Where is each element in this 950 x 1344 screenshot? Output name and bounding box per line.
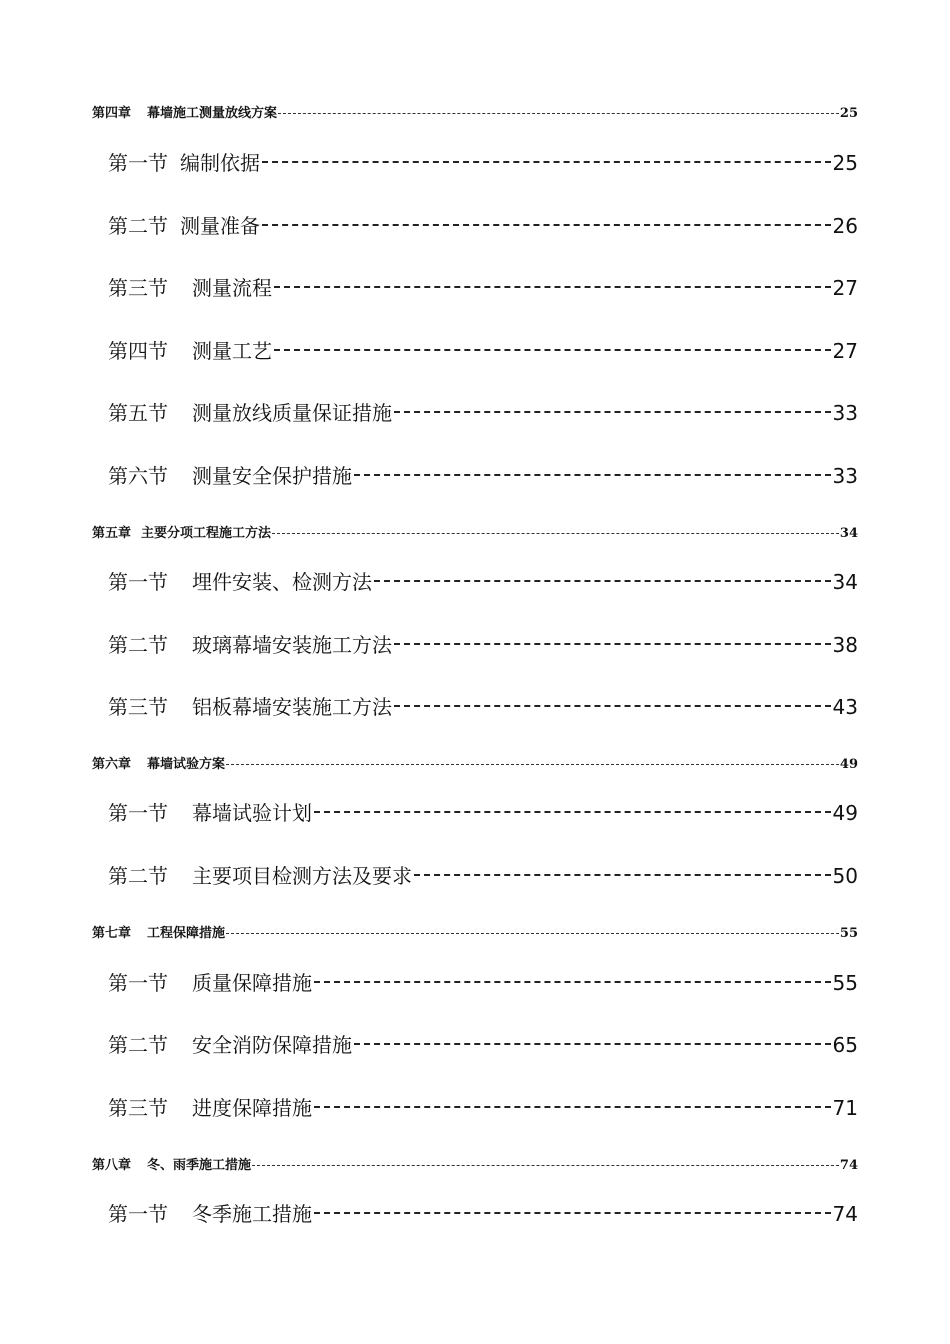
page-number: 26: [832, 214, 858, 238]
toc-section[interactable]: [0, 1029, 950, 1058]
dash-leader: [314, 811, 831, 813]
section-title: 测量准备: [180, 214, 260, 238]
toc-chapter-5[interactable]: [0, 522, 950, 541]
page-number: 34: [832, 570, 858, 594]
page-number: 25: [839, 106, 858, 121]
page-number: 38: [832, 633, 858, 657]
chapter-title: 幕墙施工测量放线方案: [147, 106, 278, 121]
section-number: 第二节: [108, 214, 168, 238]
page-number: 74: [832, 1202, 858, 1226]
section-title: 铝板幕墙安装施工方法: [192, 695, 392, 719]
section-title: 编制依据: [180, 151, 260, 175]
section-number: 第一节: [108, 801, 168, 825]
section-title: 主要项目检测方法及要求: [192, 864, 412, 888]
section-number: 第三节: [108, 276, 168, 300]
section-title: 进度保障措施: [192, 1096, 312, 1120]
toc-section[interactable]: [0, 210, 950, 239]
page-number: 49: [839, 757, 858, 772]
section-title: 测量安全保护措施: [192, 464, 352, 488]
dot-leader: [272, 533, 839, 534]
dot-leader: [252, 1165, 839, 1166]
toc-section[interactable]: [0, 797, 950, 826]
section-title: 埋件安装、检测方法: [192, 570, 372, 594]
page-number: 43: [832, 695, 858, 719]
dash-leader: [354, 474, 831, 476]
toc-section[interactable]: [0, 967, 950, 996]
dot-leader: [278, 113, 839, 114]
chapter-title: 冬、雨季施工措施: [147, 1158, 252, 1173]
chapter-title: 主要分项工程施工方法: [141, 526, 272, 541]
toc-section[interactable]: [0, 460, 950, 489]
chapter-number: 第八章: [92, 1158, 132, 1173]
section-title: 质量保障措施: [192, 971, 312, 995]
toc-section[interactable]: [0, 691, 950, 720]
toc-section[interactable]: [0, 272, 950, 301]
section-number: 第四节: [108, 339, 168, 363]
page-number: 34: [839, 526, 858, 541]
section-number: 第五节: [108, 401, 168, 425]
dash-leader: [314, 981, 831, 983]
toc-section[interactable]: [0, 629, 950, 658]
toc-section[interactable]: [0, 1198, 950, 1227]
page-number: 25: [832, 151, 858, 175]
section-title: 测量放线质量保证措施: [192, 401, 392, 425]
dash-leader: [314, 1106, 831, 1108]
toc-section[interactable]: [0, 397, 950, 426]
dash-leader: [354, 1043, 831, 1045]
section-title: 安全消防保障措施: [192, 1033, 352, 1057]
section-title: 幕墙试验计划: [192, 801, 312, 825]
dash-leader: [262, 161, 831, 163]
chapter-title: 幕墙试验方案: [147, 757, 226, 772]
section-number: 第三节: [108, 695, 168, 719]
dash-leader: [374, 580, 831, 582]
dash-leader: [274, 349, 831, 351]
dash-leader: [394, 411, 831, 413]
page-number: 71: [832, 1096, 858, 1120]
dash-leader: [314, 1212, 831, 1214]
section-number: 第一节: [108, 971, 168, 995]
section-number: 第一节: [108, 1202, 168, 1226]
toc-section[interactable]: [0, 147, 950, 176]
page-number: 50: [832, 864, 858, 888]
section-title: 冬季施工措施: [192, 1202, 312, 1226]
toc-section[interactable]: [0, 335, 950, 364]
dash-leader: [414, 874, 831, 876]
page-number: 55: [832, 971, 858, 995]
toc-chapter-8[interactable]: [0, 1154, 950, 1173]
toc-chapter-4[interactable]: [0, 102, 950, 121]
dash-leader: [394, 705, 831, 707]
chapter-title: 工程保障措施: [147, 926, 226, 941]
section-number: 第一节: [108, 151, 168, 175]
toc-chapter-6[interactable]: [0, 753, 950, 772]
page-number: 74: [839, 1158, 858, 1173]
chapter-number: 第五章: [92, 526, 132, 541]
dash-leader: [394, 643, 831, 645]
section-number: 第一节: [108, 570, 168, 594]
toc-section[interactable]: [0, 1092, 950, 1121]
page-number: 49: [832, 801, 858, 825]
section-number: 第三节: [108, 1096, 168, 1120]
page-number: 65: [832, 1033, 858, 1057]
chapter-number: 第七章: [92, 926, 132, 941]
chapter-number: 第六章: [92, 757, 132, 772]
section-title: 测量流程: [192, 276, 272, 300]
dash-leader: [274, 286, 831, 288]
page-number: 33: [832, 464, 858, 488]
page-number: 27: [832, 276, 858, 300]
toc-chapter-7[interactable]: [0, 922, 950, 941]
section-number: 第二节: [108, 633, 168, 657]
section-number: 第六节: [108, 464, 168, 488]
section-number: 第二节: [108, 1033, 168, 1057]
dot-leader: [226, 764, 839, 765]
section-number: 第二节: [108, 864, 168, 888]
toc-section[interactable]: [0, 566, 950, 595]
page-number: 27: [832, 339, 858, 363]
toc-section[interactable]: [0, 860, 950, 889]
section-title: 玻璃幕墙安装施工方法: [192, 633, 392, 657]
page-number: 33: [832, 401, 858, 425]
section-title: 测量工艺: [192, 339, 272, 363]
dash-leader: [262, 224, 831, 226]
chapter-number: 第四章: [92, 106, 132, 121]
page-number: 55: [839, 926, 858, 941]
dot-leader: [226, 933, 839, 934]
